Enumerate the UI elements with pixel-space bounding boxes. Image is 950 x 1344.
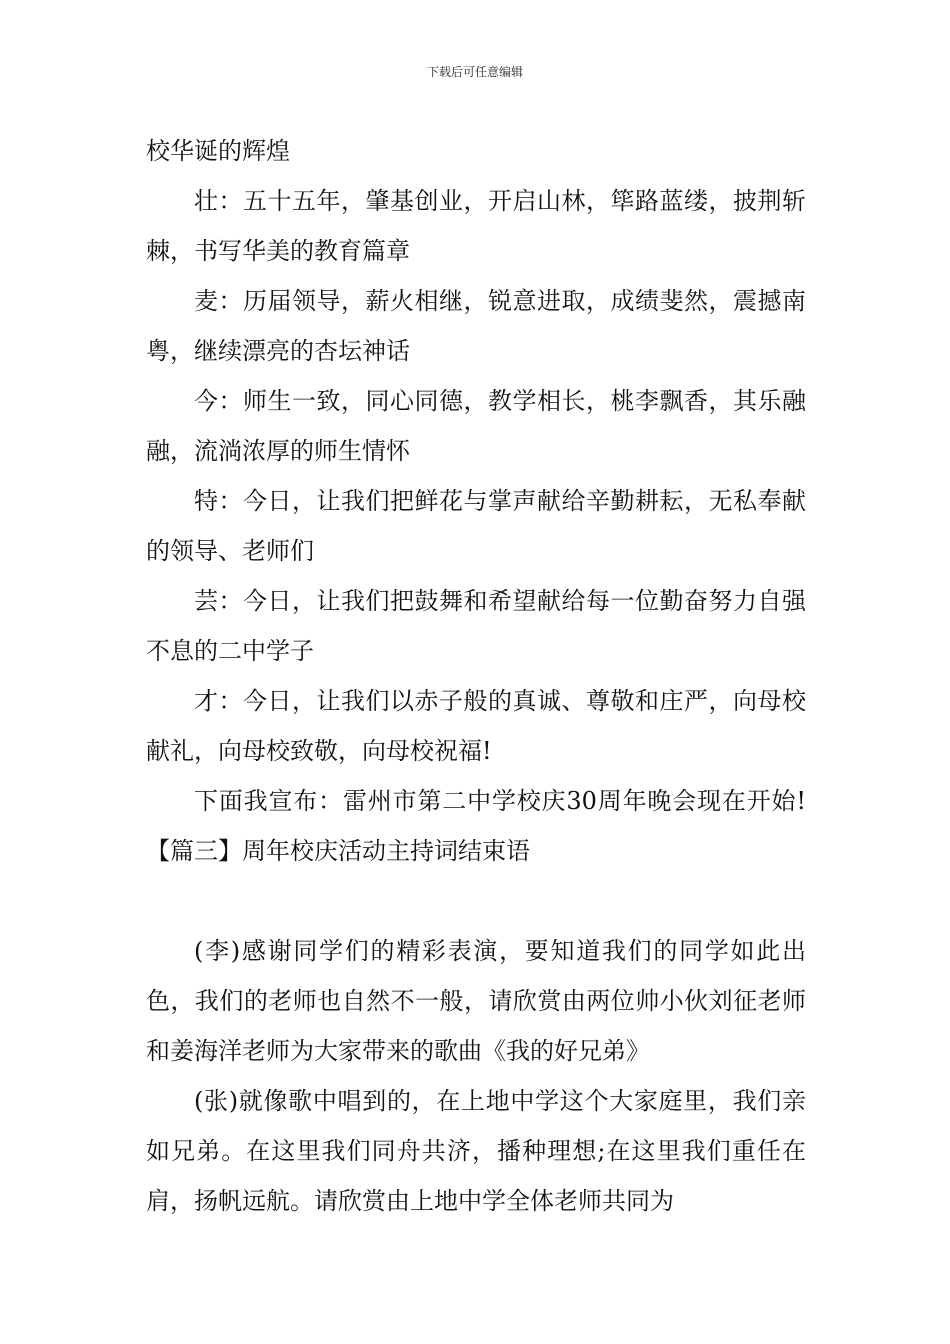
- paragraph-te: 特：今日，让我们把鲜花与掌声献给辛勤耕耘，无私奉献的领导、老师们: [146, 487, 806, 565]
- paragraph-zhang: (张)就像歌中唱到的，在上地中学这个大家庭里，我们亲如兄弟。在这里我们同舟共济，播种理想;在这里我们重任在肩，扬帆远航。请欣赏由上地中学全体老师共同为: [146, 1087, 806, 1215]
- paragraph-jin: 今：师生一致，同心同德，教学相长，桃李飘香，其乐融融，流淌浓厚的师生情怀: [146, 387, 806, 465]
- paragraph-continuation: 校华诞的辉煌: [146, 137, 290, 165]
- paragraph-yun: 芸：今日，让我们把鼓舞和希望献给每一位勤奋努力自强不息的二中学子: [146, 587, 806, 665]
- document-body: [146, 126, 806, 1226]
- page-header: 下载后可任意编辑: [426, 65, 523, 79]
- paragraph-mai: 麦：历届领导，薪火相继，锐意进取，成绩斐然，震撼南粤，继续漂亮的杏坛神话: [146, 287, 806, 365]
- paragraph-zhuang: 壮：五十五年，肇基创业，开启山林，筚路蓝缕，披荆斩棘，书写华美的教育篇章: [146, 187, 806, 265]
- paragraph-cai: 才：今日，让我们以赤子般的真诚、尊敬和庄严，向母校献礼，向母校致敬，向母校祝福!: [146, 687, 806, 765]
- paragraph-announcement: 下面我宣布：雷州市第二中学校庆30周年晚会现在开始!【篇三】周年校庆活动主持词结束语: [146, 787, 806, 865]
- paragraph-li: (李)感谢同学们的精彩表演，要知道我们的同学如此出色，我们的老师也自然不一般，请欣赏由两位帅小伙刘征老师和姜海洋老师为大家带来的歌曲《我的好兄弟》: [146, 937, 806, 1065]
- section-gap: [146, 876, 806, 926]
